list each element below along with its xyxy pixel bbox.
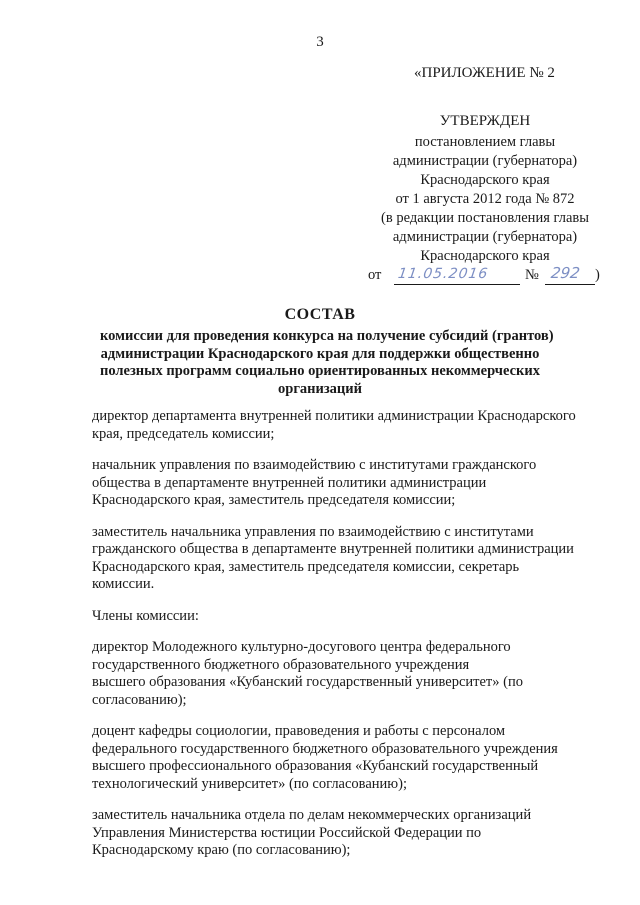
member-line: директор департамента внутренней политики администрации Краснодарского bbox=[92, 408, 576, 424]
member-entry bbox=[92, 807, 612, 860]
approved-label: УТВЕРЖДЕН bbox=[439, 113, 531, 129]
subtitle-line: организаций bbox=[278, 380, 362, 397]
member-line: государственного бюджетного образовательного учреждения bbox=[92, 656, 470, 673]
member-list bbox=[92, 408, 612, 874]
member-line: Управления Министерства юстиции Российской Федерации по bbox=[92, 824, 482, 841]
subtitle-line: администрации Краснодарского края для поддержки общественно bbox=[100, 345, 540, 362]
member-entry bbox=[92, 408, 612, 443]
subtitle-line: комиссии для проведения конкурса на получение субсидий (грантов) bbox=[100, 328, 554, 344]
handwritten-number: 292 bbox=[549, 264, 581, 282]
member-line: Краснодарского края, заместитель председателя комиссии; bbox=[92, 492, 456, 508]
members-heading bbox=[92, 608, 612, 626]
member-line: высшего профессионального образования «Кубанский государственный bbox=[92, 758, 539, 774]
member-line: общества в департаменте внутренней политики администрации bbox=[92, 474, 487, 491]
member-line: края, председатель комиссии; bbox=[92, 425, 275, 442]
approval-line: администрации (губернатора) bbox=[392, 229, 578, 245]
appendix-heading: «ПРИЛОЖЕНИЕ № 2 bbox=[414, 65, 555, 81]
document-title: СОСТАВ bbox=[284, 306, 356, 323]
member-line: высшего образования «Кубанский государственный университет» (по bbox=[92, 674, 523, 690]
member-line: гражданского общества в департаменте внутренней политики администрации bbox=[92, 541, 574, 557]
member-line: федерального государственного бюджетного образовательного учреждения bbox=[92, 740, 558, 757]
approval-line: Краснодарского края bbox=[420, 248, 550, 264]
page-number: 3 bbox=[316, 34, 324, 50]
member-entry bbox=[92, 524, 612, 594]
number-field bbox=[545, 264, 595, 285]
member-line: Краснодарскому краю (по согласованию); bbox=[92, 842, 351, 858]
member-line: заместитель начальника отдела по делам некоммерческих организаций bbox=[92, 807, 532, 823]
from-label: от bbox=[368, 267, 382, 283]
approval-block bbox=[360, 112, 610, 288]
subtitle-line: полезных программ социально ориентированных некоммерческих bbox=[100, 363, 540, 379]
member-line: комиссии. bbox=[92, 576, 155, 592]
member-line: доцент кафедры социологии, правоведения и работы с персоналом bbox=[92, 723, 506, 739]
member-line: начальник управления по взаимодействию с институтами гражданского bbox=[92, 457, 537, 473]
handwritten-date: 11.05.2016 bbox=[396, 266, 490, 282]
number-label: № bbox=[525, 267, 539, 283]
approval-line: (в редакции постановления главы bbox=[381, 210, 589, 226]
member-entry bbox=[92, 639, 612, 709]
approval-line: от 1 августа 2012 года № 872 bbox=[395, 191, 575, 207]
member-line: технологический университет» (по согласованию); bbox=[92, 775, 407, 792]
date-field bbox=[394, 267, 520, 285]
amendment-date-line bbox=[360, 266, 610, 288]
close-paren: ) bbox=[595, 267, 600, 283]
approval-line: Краснодарского края bbox=[420, 172, 550, 188]
approval-line: администрации (губернатора) bbox=[392, 153, 578, 169]
member-entry bbox=[92, 457, 612, 510]
member-line: согласованию); bbox=[92, 691, 187, 708]
document-subtitle bbox=[100, 328, 554, 398]
member-line: Члены комиссии: bbox=[92, 607, 199, 624]
member-line: заместитель начальника управления по взаимодействию с институтами bbox=[92, 523, 534, 540]
member-line: Краснодарского края, заместитель председателя комиссии, секретарь bbox=[92, 558, 520, 575]
member-entry bbox=[92, 723, 612, 793]
member-line: директор Молодежного культурно-досугового центра федерального bbox=[92, 639, 511, 655]
approval-line: постановлением главы bbox=[414, 134, 556, 150]
